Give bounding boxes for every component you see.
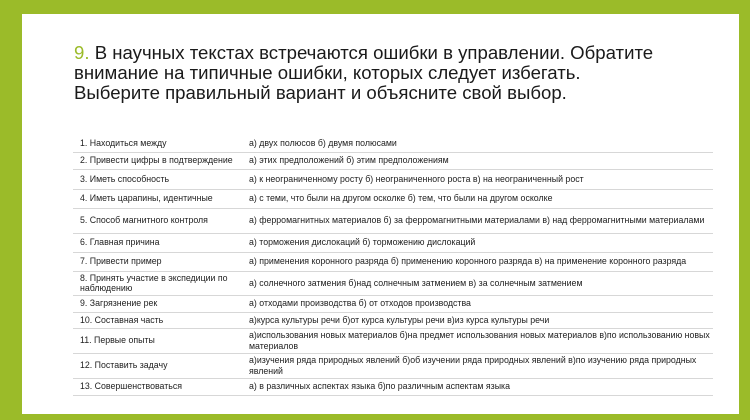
table-row	[73, 134, 713, 152]
options-cell: а) этих предположений б) этим предположениям	[247, 152, 713, 169]
task-cell: 10. Составная часть	[73, 312, 247, 328]
table-row	[73, 152, 713, 169]
task-cell: 4. Иметь царапины, идентичные	[73, 189, 247, 208]
task-cell: 6. Главная причина	[73, 233, 247, 252]
options-cell: а) в различных аспектах языка б)по различным аспектам языка	[247, 378, 713, 395]
title-line-2: внимание на типичные ошибки, которых следует избегать.	[74, 62, 581, 83]
table-row	[73, 233, 713, 252]
task-cell: 11. Первые опыты	[73, 328, 247, 353]
task-cell: 7. Привести пример	[73, 252, 247, 271]
table-row	[73, 252, 713, 271]
task-cell: 9. Загрязнение рек	[73, 295, 247, 312]
options-cell: а) применения коронного разряда б) применению коронного разряда в) на применение коронного разряда	[247, 252, 713, 271]
table-row	[73, 271, 713, 295]
table-row	[73, 189, 713, 208]
options-cell: а)изучения ряда природных явлений б)об изучении ряда природных явлений в)по изучению ряда природных явлений	[247, 353, 713, 378]
frame-right-bar	[739, 0, 750, 420]
table-row	[73, 295, 713, 312]
task-cell: 8. Принять участие в экспедиции по наблюдению	[73, 271, 247, 295]
table-row	[73, 328, 713, 353]
frame-left-bar	[0, 0, 22, 420]
options-cell: а) ферромагнитных материалов б) за ферромагнитными материалами в) над ферромагнитными материалами	[247, 208, 713, 233]
slide-number: 9.	[74, 42, 90, 63]
options-cell: а)использования новых материалов б)на предмет использования новых материалов в)по использованию новых материалов	[247, 328, 713, 353]
options-cell: а) двух полюсов б) двумя полюсами	[247, 134, 713, 152]
options-cell: а) к неограниченному росту б) неограниченного роста в) на неограниченный рост	[247, 169, 713, 189]
table-row	[73, 312, 713, 328]
options-cell: а) с теми, что были на другом осколке б) тем, что были на другом осколке	[247, 189, 713, 208]
table-row	[73, 169, 713, 189]
options-cell: а) солнечного затмения б)над солнечным затмением в) за солнечным затмением	[247, 271, 713, 295]
table-row	[73, 208, 713, 233]
task-cell: 1. Находиться между	[73, 134, 247, 152]
task-cell: 12. Поставить задачу	[73, 353, 247, 378]
options-cell: а) торможения дислокаций б) торможению дислокаций	[247, 233, 713, 252]
task-cell: 2. Привести цифры в подтверждение	[73, 152, 247, 169]
task-cell: 13. Совершенствоваться	[73, 378, 247, 395]
frame-bottom-bar	[0, 414, 750, 420]
task-cell: 3. Иметь способность	[73, 169, 247, 189]
exercise-table	[73, 134, 713, 396]
task-cell: 5. Способ магнитного контроля	[73, 208, 247, 233]
options-cell: а)курса культуры речи б)от курса культуры речи в)из курса культуры речи	[247, 312, 713, 328]
table-row	[73, 378, 713, 395]
title-line-1: В научных текстах встречаются ошибки в управлении. Обратите	[94, 42, 654, 63]
options-cell: а) отходами производства б) от отходов производства	[247, 295, 713, 312]
table-row	[73, 353, 713, 378]
slide-title	[74, 43, 714, 103]
title-line-3: Выберите правильный вариант и объясните свой выбор.	[74, 82, 567, 103]
frame-top-bar	[0, 0, 750, 14]
